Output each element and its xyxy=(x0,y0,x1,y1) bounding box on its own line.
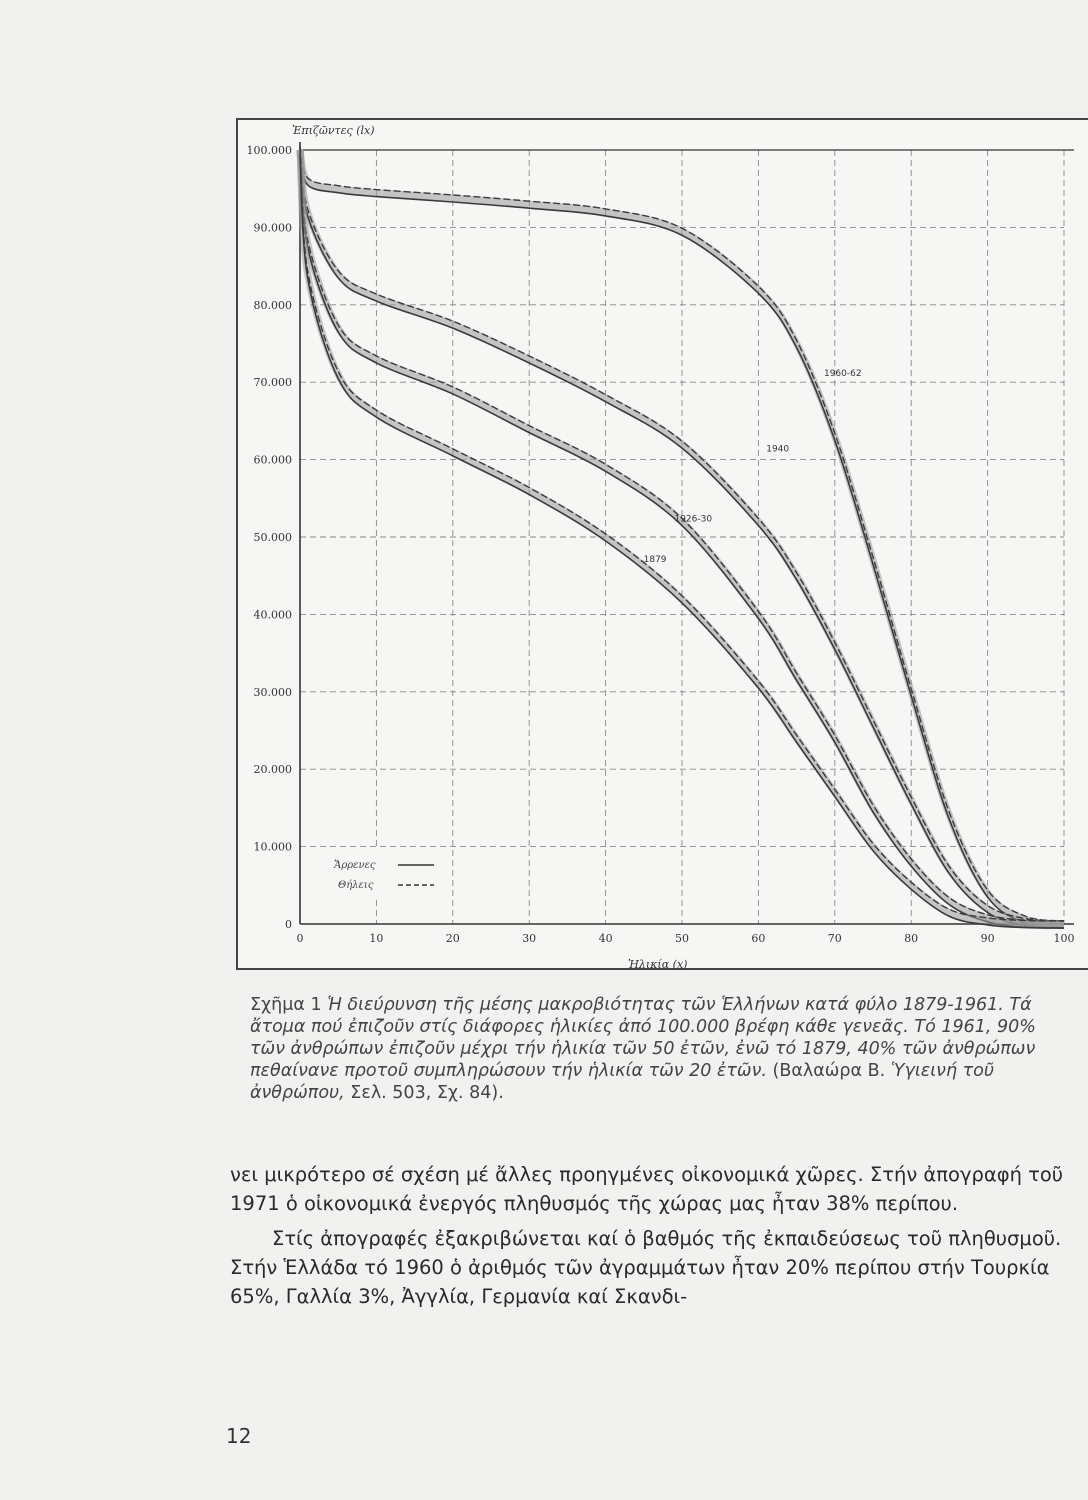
legend-label-female: Θήλεις xyxy=(338,880,374,891)
curve-label-1879: 1879 xyxy=(643,554,667,565)
y-tick-label: 40.000 xyxy=(253,608,292,622)
y-tick-label: 10.000 xyxy=(253,840,292,854)
x-tick-label: 50 xyxy=(675,932,689,945)
figure-caption xyxy=(250,994,1060,1104)
curve-labels xyxy=(644,369,862,565)
x-tick-label: 100 xyxy=(1053,932,1075,945)
x-tick-label: 0 xyxy=(296,932,304,945)
legend-label-male: Ἄρρενες xyxy=(334,860,376,871)
y-tick-label: 60.000 xyxy=(253,453,292,467)
y-tick-label: 100.000 xyxy=(246,144,292,157)
paragraph-1: νει μικρότερο σέ σχέση μέ ἄλλες προηγμένες οἰκονομικά χῶρες. Στήν ἀπογραφή τοῦ 1971 ὁ οἰκονομικά ἐνεργός πληθυσμός τῆς χώρας μας ἦταν 38% περίπου. xyxy=(230,1163,1064,1215)
caption-prefix: Σχῆμα 1 xyxy=(250,995,322,1015)
curve-label-1940: 1940 xyxy=(766,444,790,455)
y-axis-title: Ἐπιζῶντες (lx) xyxy=(292,124,375,137)
x-tick-label: 30 xyxy=(522,932,537,945)
x-tick-label: 90 xyxy=(980,932,995,945)
x-tick-label: 20 xyxy=(445,932,460,945)
y-tick-label: 0 xyxy=(285,918,292,931)
x-axis-title: Ἡλικία (x) xyxy=(628,958,688,971)
caption-source: (Βαλαώρα Β. xyxy=(772,1061,886,1081)
curve-label-1960-62: 1960-62 xyxy=(823,369,862,380)
caption-source-title: Ὑγιεινή τοῦ ἀνθρώπου, xyxy=(250,1061,994,1103)
page-number: 12 xyxy=(226,1424,252,1448)
y-tick-label: 50.000 xyxy=(253,531,292,544)
x-tick-label: 70 xyxy=(827,932,842,945)
caption-text: Ἡ διεύρυνση τῆς μέσης μακροβιότητας τῶν Ἑλλήνων κατά φύλο 1879-1961. Τά ἄτομα πού ἐπιζοῦν στίς διάφορες ἡλικίες ἀπό 100.000 βρέφη κάθε γενεᾶς. Τό 1961, 90% τῶν ἀνθρώπων ἐπιζοῦν μέχρι τήν ἡλικία τῶν 50 ἐτῶν, ἐνῶ τό 1879, 40% τῶν ἀνθρώπων πεθαίνανε προτοῦ συμπληρώσουν τήν ἡλικία τῶν 20 ἐτῶν. xyxy=(250,995,1036,1081)
grid xyxy=(300,142,1074,924)
x-tick-label: 10 xyxy=(369,932,384,945)
survival-chart xyxy=(236,118,1088,970)
y-tick-label: 80.000 xyxy=(253,298,292,312)
caption-source-ref: Σελ. 503, Σχ. 84). xyxy=(350,1083,504,1103)
x-tick-label: 40 xyxy=(598,932,613,945)
y-tick-label: 30.000 xyxy=(253,685,292,699)
y-tick-label: 90.000 xyxy=(253,221,292,235)
curve-label-1926-30: 1926-30 xyxy=(674,514,713,525)
paragraph-2: Στίς ἀπογραφές ἐξακριβώνεται καί ὁ βαθμός τῆς ἐκπαιδεύσεως τοῦ πληθυσμοῦ. Στήν Ἑλλάδα τό 1960 ὁ ἀριθμός τῶν ἀγραμμάτων ἦταν 20% περίπου στήν Τουρκία 65%, Γαλλία 3%, Ἀγγλία, Γερμανία καί Σκανδι- xyxy=(230,1227,1062,1308)
y-tick-label: 20.000 xyxy=(253,763,292,777)
x-tick-label: 60 xyxy=(751,932,766,945)
body-text xyxy=(230,1160,1078,1317)
y-tick-label: 70.000 xyxy=(253,376,292,390)
legend xyxy=(322,848,442,896)
x-tick-label: 80 xyxy=(904,932,919,945)
chart-canvas xyxy=(238,120,1088,972)
